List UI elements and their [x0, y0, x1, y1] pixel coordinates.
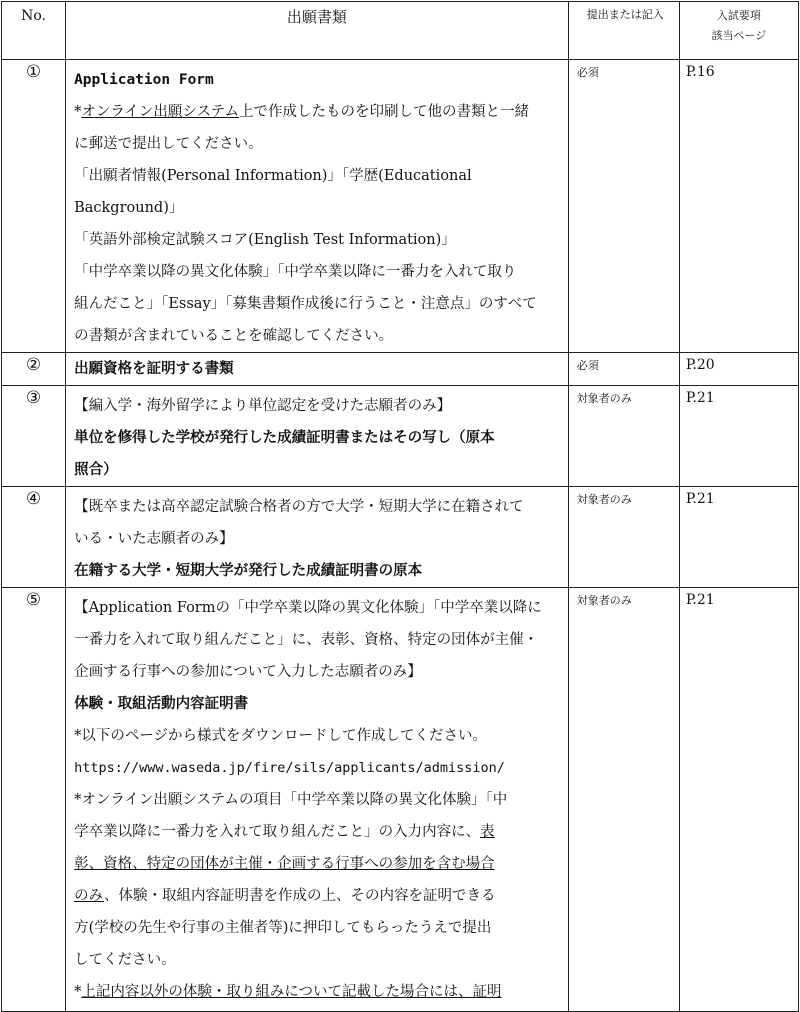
row-title: 体験・取組活動内容証明書 — [74, 696, 249, 712]
header-documents: 出願書類 — [66, 2, 569, 60]
header-page-ref — [679, 2, 798, 60]
row-text: 「中学卒業以降の異文化体験」「中学卒業以降に一番力を入れて取り — [74, 264, 517, 280]
row-content — [66, 588, 569, 1012]
row-page: P.21 — [679, 386, 798, 487]
table-header-row — [2, 2, 799, 60]
row-title: 照合） — [74, 462, 118, 478]
row-text: 方(学校の先生や行事の主催者等)に押印してもらったうえで提出 — [74, 920, 492, 936]
row-text-rest: 上で作成したものを印刷して他の書類と一緒 — [238, 104, 529, 120]
row-text: いる・いた志願者のみ】 — [74, 531, 234, 547]
table-row — [2, 353, 799, 386]
row-requirement: 必須 — [568, 60, 679, 353]
header-page-ref-line2: 該当ページ — [711, 29, 767, 42]
row-text: 【編入学・海外留学により単位認定を受けた志願者のみ】 — [74, 398, 452, 414]
row-number: ① — [2, 60, 66, 353]
asterisk: * — [74, 104, 82, 120]
row-text: 企画する行事への参加について入力した志願者のみ】 — [74, 664, 422, 680]
row-requirement: 対象者のみ — [568, 588, 679, 1012]
row-page: P.21 — [679, 588, 798, 1012]
row-title: 在籍する大学・短期大学が発行した成績証明書の原本 — [74, 563, 423, 579]
row-number: ④ — [2, 487, 66, 588]
row-requirement: 必須 — [568, 353, 679, 386]
online-application-link[interactable]: オンライン出願システム — [81, 104, 239, 120]
row-content — [66, 386, 569, 487]
row-text: 「出願者情報(Personal Information)」「学歴(Educational Background)」 — [74, 168, 472, 216]
row-requirement: 対象者のみ — [568, 386, 679, 487]
row-text: 「英語外部検定試験スコア(English Test Information)」 — [74, 232, 456, 248]
row-content — [66, 60, 569, 353]
row-number: ③ — [2, 386, 66, 487]
row-requirement: 対象者のみ — [568, 487, 679, 588]
header-page-ref-line1: 入試要項 — [716, 9, 761, 22]
row-text: 【既卒または高卒認定試験合格者の方で大学・短期大学に在籍されて — [74, 499, 524, 515]
row-number: ② — [2, 353, 66, 386]
underlined-text: のみ — [74, 888, 104, 904]
row-text: の書類が含まれていることを確認してください。 — [74, 328, 394, 344]
row-text: 一番力を入れて取り組んだこと」に、表彰、資格、特定の団体が主催・ — [74, 632, 539, 648]
asterisk: * — [74, 984, 82, 1000]
row-text: 【Application Formの「中学卒業以降の異文化体験」「中学卒業以降に — [74, 600, 542, 616]
row-text — [74, 816, 562, 848]
row-page: P.16 — [679, 60, 798, 353]
documents-table — [1, 1, 799, 1012]
row-title: 単位を修得した学校が発行した成績証明書またはその写し（原本 — [74, 430, 495, 446]
header-submit: 提出または記入 — [568, 2, 679, 60]
row-text: *以下のページから様式をダウンロードして作成してください。 — [74, 728, 488, 744]
underlined-text: 表 — [480, 824, 495, 840]
row-title: 出願資格を証明する書類 — [74, 361, 234, 377]
download-url[interactable]: https://www.waseda.jp/fire/sils/applicants/admission/ — [74, 760, 505, 776]
table-row — [2, 588, 799, 1012]
row-content — [66, 487, 569, 588]
row-text: *オンライン出願システムの項目「中学卒業以降の異文化体験」「中 — [74, 792, 508, 808]
table-row — [2, 487, 799, 588]
row-page: P.21 — [679, 487, 798, 588]
table-row — [2, 60, 799, 353]
row-text — [74, 880, 562, 912]
underlined-text: 彰、資格、特定の団体が主催・企画する行事への参加を含む場合 — [74, 856, 495, 872]
row-content — [66, 353, 569, 386]
row-text: 組んだこと」「Essay」「募集書類作成後に行うこと・注意点」のすべて — [74, 296, 537, 312]
table-row — [2, 386, 799, 487]
header-no: No. — [2, 2, 66, 60]
row-page: P.20 — [679, 353, 798, 386]
underlined-text: 上記内容以外の体験・取り組みについて記載した場合には、証明 — [81, 984, 502, 1000]
row-text — [74, 976, 562, 1008]
row-title: Application Form — [74, 72, 214, 88]
row-text: してください。 — [74, 952, 176, 968]
row-number: ⑤ — [2, 588, 66, 1012]
row-text-part: 、体験・取組内容証明書を作成の上、その内容を証明できる — [103, 888, 496, 904]
row-text-part: 学卒業以降に一番力を入れて取り組んだこと」の入力内容に、 — [74, 824, 481, 840]
row-text — [74, 96, 562, 128]
row-text: に郵送で提出してください。 — [74, 136, 263, 152]
